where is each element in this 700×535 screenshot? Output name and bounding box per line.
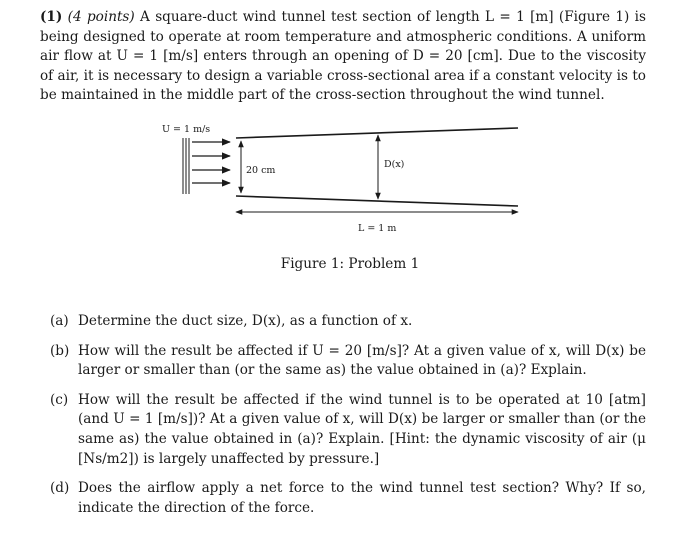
inflow-velocity-label: U = 1 m/s — [162, 124, 211, 135]
part-label: (a) — [50, 313, 69, 329]
inlet-size-label: 20 cm — [246, 165, 276, 176]
inflow-arrows — [192, 142, 230, 183]
inlet-hatching — [183, 138, 189, 194]
part-label: (b) — [50, 342, 70, 359]
figure-caption: Figure 1: Problem 1 — [280, 256, 420, 272]
part-label: (c) — [50, 391, 69, 408]
question-part-a — [50, 312, 646, 332]
problem-points: (4 points) — [67, 9, 135, 25]
duct-top-wall — [236, 128, 518, 138]
problem-number: (1) — [40, 9, 63, 25]
duct-bottom-wall — [236, 196, 518, 206]
part-text: How will the result be affected if the wind tunnel is to be operated at 10 [atm] (and U = 1 [m/s])? At a given value of x, will D(x) be larger or smaller than (or the same as) the value obtained in (a)? Explain. [Hint: the dynamic viscosity of air (μ [Ns/m2]) is largely unaffected by pressure.] — [78, 391, 646, 467]
dx-label: D(x) — [384, 159, 405, 170]
length-label: L = 1 m — [358, 223, 397, 234]
part-text: Does the airflow apply a net force to the wind tunnel test section? Why? If so, indicate the direction of the force. — [78, 480, 646, 516]
part-label: (d) — [50, 480, 70, 497]
wind-tunnel-figure — [0, 0, 700, 260]
question-part-c — [50, 391, 646, 469]
question-part-d — [50, 479, 646, 518]
part-text: Determine the duct size, D(x), as a function of x. — [78, 313, 413, 329]
question-part-b — [50, 342, 646, 381]
part-text: How will the result be affected if U = 20 [m/s]? At a given value of x, will D(x) be larger or smaller than (or the same as) the value obtained in (a)? Explain. — [78, 342, 646, 379]
problem-text: A square-duct wind tunnel test section of length L = 1 [m] (Figure 1) is being designed to operate at room temperature and atmospheric conditions. A uniform air flow at U = 1 [m/s] enters through an opening of D = 20 [cm]. Due to the viscosity of air, it is necessary to design a variable cross-sectional area if a constant velocity is to be maintained in the middle part of the cross-section throughout the wind tunnel. — [40, 9, 646, 104]
question-parts — [50, 312, 646, 528]
